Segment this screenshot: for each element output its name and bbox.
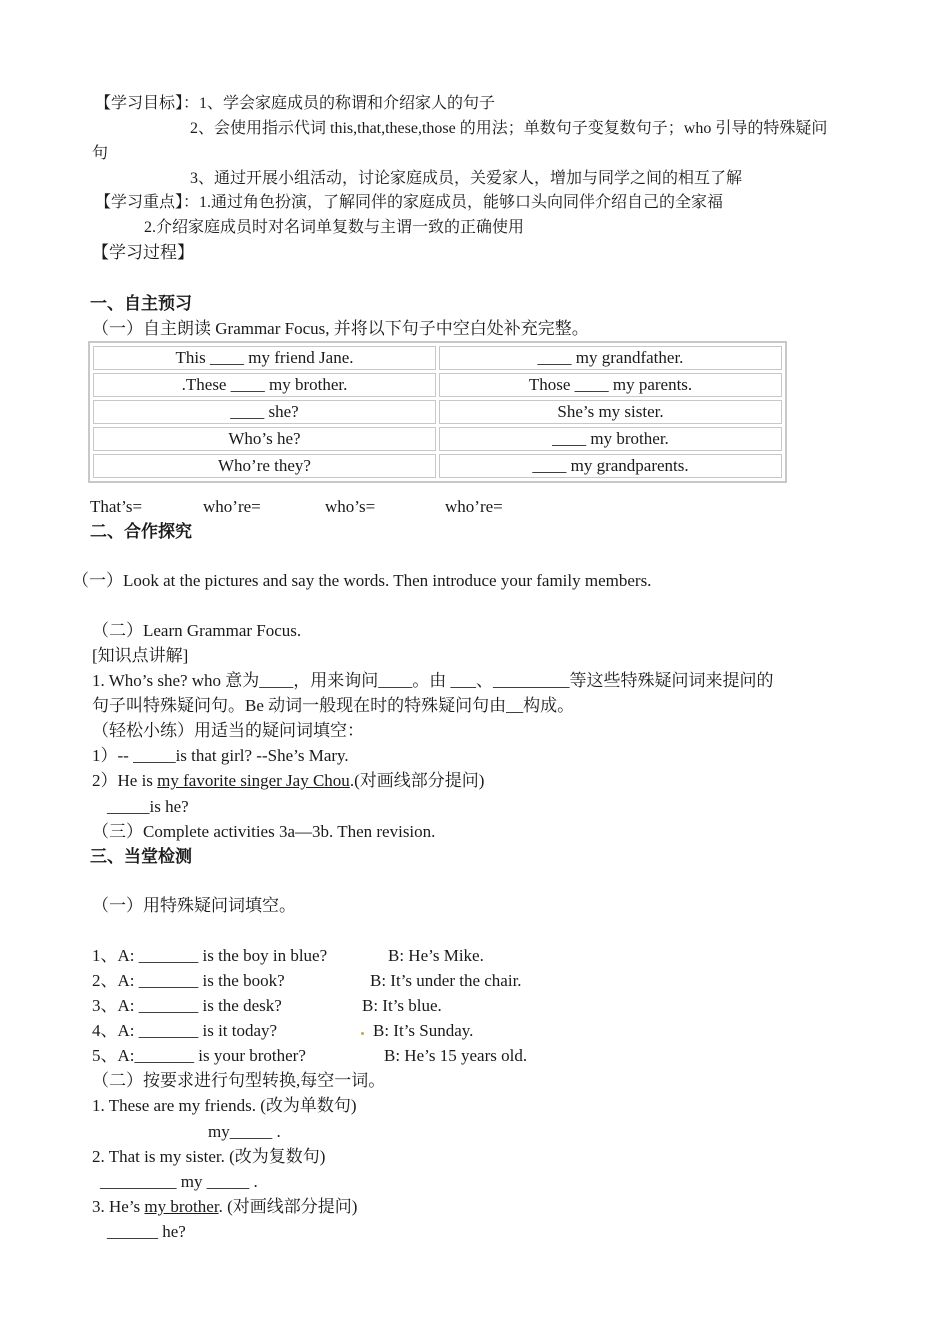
transform-1: 1. These are my friends. (改为单数句) [92, 1096, 357, 1115]
key-points-label: 【学习重点】： [95, 194, 200, 211]
point1-line-b: 句子叫特殊疑问句。Be 动词一般现在时的特殊疑问句由__构成。 [92, 696, 575, 715]
table-cell: Those ____ my parents. [439, 373, 782, 397]
transform-2-answer: _________ my _____ . [100, 1172, 258, 1191]
qa-answer-4: B: It’s Sunday. [373, 1021, 474, 1040]
table-cell: ____ my grandfather. [439, 346, 782, 370]
key-point-1: 1.通过角色扮演，了解同伴的家庭成员，能够口头向同伴介绍自己的全家福 [199, 194, 724, 211]
transform-3-underlined: my brother [144, 1197, 219, 1216]
contraction-4: who’re= [445, 497, 503, 516]
contraction-2: who’re= [203, 497, 261, 516]
table-cell: Who’re they? [93, 454, 436, 478]
table-cell: She’s my sister. [439, 400, 782, 424]
section1-title: 一、自主预习 [90, 294, 192, 314]
qa-answer-3: B: It’s blue. [362, 996, 442, 1015]
table-row [93, 427, 782, 451]
practice-2-post: .(对画线部分提问) [349, 771, 485, 790]
section2-title: 二、合作探究 [90, 522, 192, 542]
transform-3-post: . (对画线部分提问) [218, 1197, 358, 1216]
contraction-1: That’s= [90, 497, 143, 516]
section2-sub3: （三）Complete activities 3a—3b. Then revision. [92, 822, 436, 841]
qa-question-3: 3、A: _______ is the desk? [92, 996, 282, 1015]
table-row [93, 454, 782, 478]
table-cell: .These ____ my brother. [93, 373, 436, 397]
practice-label: （轻松小练）用适当的疑问词填空： [92, 721, 364, 740]
table-row [93, 346, 782, 370]
table-cell: This ____ my friend Jane. [93, 346, 436, 370]
contraction-3: who’s= [325, 497, 376, 516]
qa-answer-1: B: He’s Mike. [388, 946, 484, 965]
key-point-2: 2.介绍家庭成员时对名词单复数与主谓一致的正确使用 [144, 219, 525, 236]
transform-1-answer: my_____ . [208, 1122, 281, 1141]
section3-sub2: （二）按要求进行句型转换,每空一词。 [92, 1071, 386, 1090]
objectives-line-1 [95, 94, 495, 114]
objective-2: 2、会使用指示代词 this,that,these,those 的用法；单数句子变复数句子；who 引导的特殊疑问 [190, 120, 828, 137]
qa-question-2: 2、A: _______ is the book? [92, 971, 285, 990]
stray-dot [361, 1032, 364, 1035]
table-row [93, 400, 782, 424]
transform-3 [92, 1197, 357, 1217]
qa-answer-5: B: He’s 15 years old. [384, 1046, 528, 1065]
section2-sub1: （一）Look at the pictures and say the words. Then introduce your family members. [72, 571, 652, 590]
preview-table [88, 341, 787, 483]
section1-sub1: （一）自主朗读 Grammar Focus, 并将以下句子中空白处补充完整。 [92, 319, 589, 338]
practice-2-underlined: my favorite singer Jay Chou [157, 771, 350, 790]
section2-sub2: （二）Learn Grammar Focus. [92, 621, 302, 640]
section3-sub1: （一）用特殊疑问词填空。 [92, 896, 296, 915]
qa-question-5: 5、A:_______ is your brother? [92, 1046, 306, 1065]
practice-2 [92, 771, 484, 791]
qa-answer-2: B: It’s under the chair. [370, 971, 522, 990]
section3-title: 三、当堂检测 [90, 847, 192, 867]
process-label: 【学习过程】 [92, 243, 194, 262]
practice-2-pre: 2）He is [92, 771, 158, 790]
key-points-line-1 [95, 193, 723, 213]
practice-2-answer: _____is he? [107, 797, 189, 816]
qa-question-4: 4、A: _______ is it today? [92, 1021, 278, 1040]
table-row [93, 373, 782, 397]
objective-1: 1、学会家庭成员的称谓和介绍家人的句子 [199, 95, 496, 112]
objectives-label: 【学习目标】： [95, 95, 200, 112]
transform-3-pre: 3. He’s [92, 1197, 145, 1216]
objective-3: 3、通过开展小组活动，讨论家庭成员，关爱家人，增加与同学之间的相互了解 [190, 170, 743, 187]
transform-2: 2. That is my sister. (改为复数句) [92, 1147, 326, 1166]
point1-line-a: 1. Who’s she? who 意为____，用来询问____。由 ___、_________等这些特殊疑问词来提问的 [92, 671, 774, 690]
table-cell: Who’s he? [93, 427, 436, 451]
qa-question-1: 1、A: _______ is the boy in blue? [92, 946, 328, 965]
table-cell: ____ my grandparents. [439, 454, 782, 478]
transform-3-answer: ______ he? [107, 1222, 186, 1241]
knowledge-label: [知识点讲解] [92, 646, 189, 665]
objective-2-cont: 句 [92, 145, 109, 162]
table-cell: ____ my brother. [439, 427, 782, 451]
table-cell: ____ she? [93, 400, 436, 424]
practice-1: 1）-- _____is that girl? --She’s Mary. [92, 746, 349, 765]
